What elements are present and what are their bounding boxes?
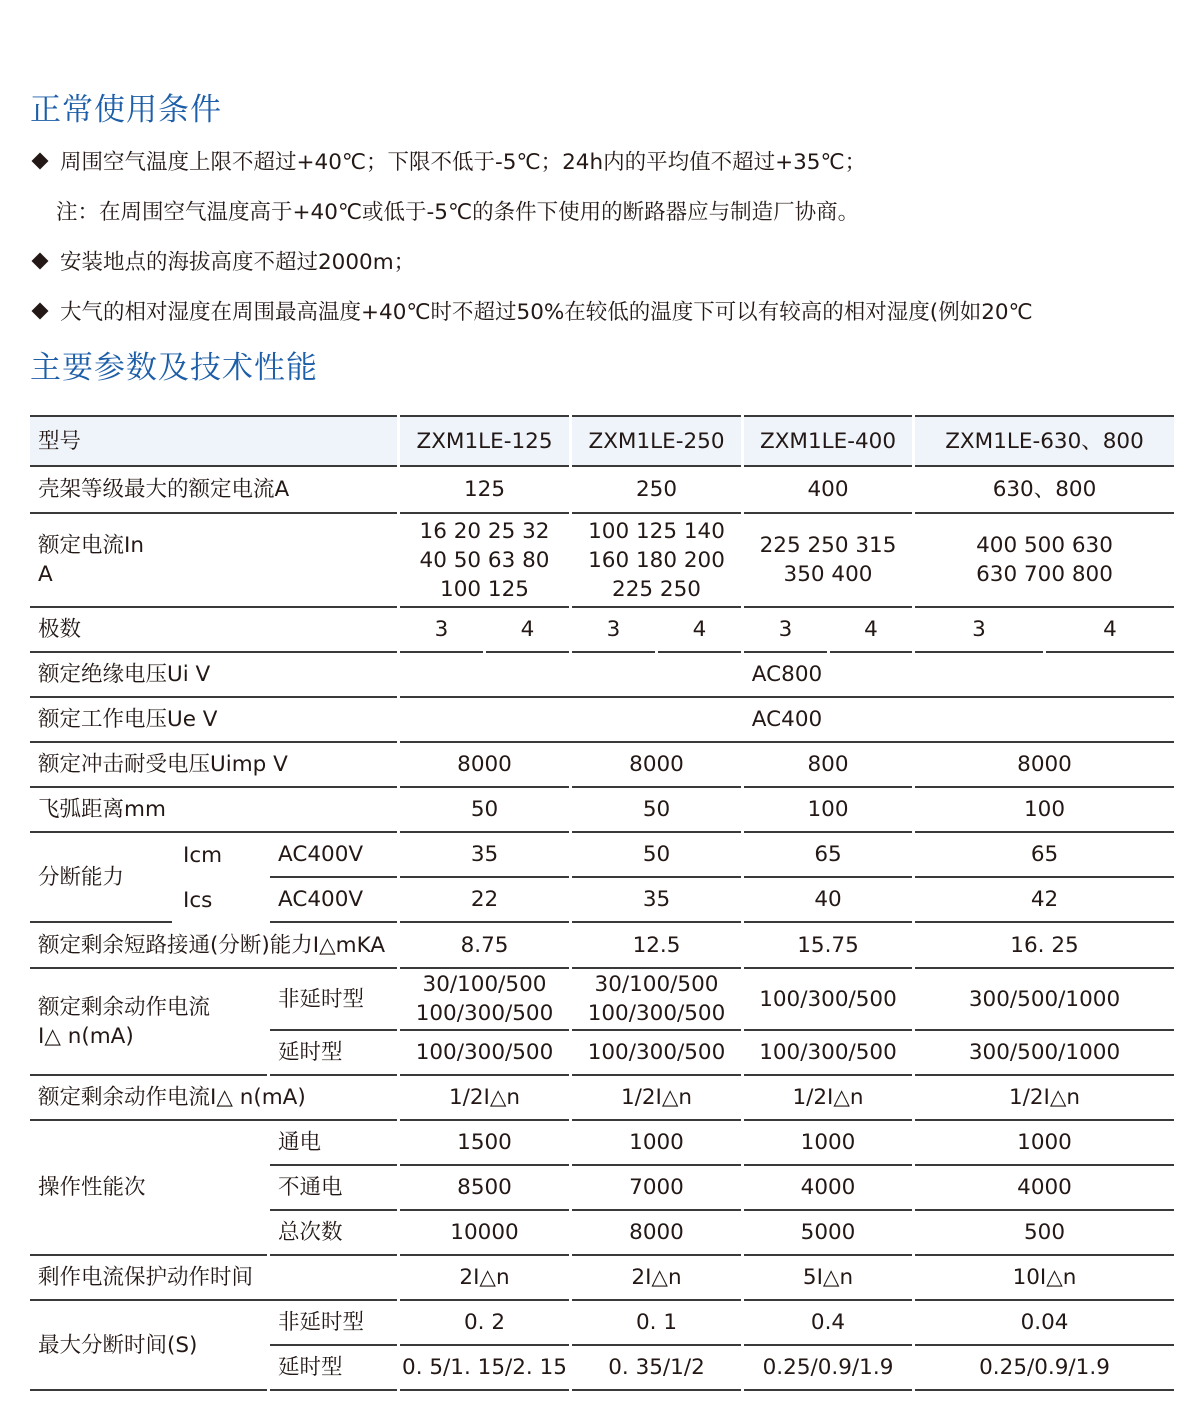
section-title-conditions: 正常使用条件 [30, 92, 222, 128]
table-row [30, 833, 1174, 878]
value-cell: 100/300/500 [744, 969, 912, 1031]
row-label: 额定剩余动作电流I△ n(mA) [30, 1076, 397, 1121]
value-cell: 100/300/500 [572, 1031, 741, 1076]
sub-label: 延时型 [270, 1031, 397, 1076]
value-cell: 250 [572, 467, 741, 514]
value-cell: 100 125 140 160 180 200 225 250 [572, 514, 741, 608]
value-cell: 500 [915, 1211, 1174, 1256]
value-cell: 30/100/500 100/300/500 [400, 969, 569, 1031]
value-cell: 0.25/0.9/1.9 [744, 1346, 912, 1391]
value-cell: 5I△n [744, 1256, 912, 1301]
row-label: 壳架等级最大的额定电流A [30, 467, 397, 514]
value-cell: 2I△n [400, 1256, 569, 1301]
condition-line [30, 145, 866, 176]
value-cell: 30/100/500 100/300/500 [572, 969, 741, 1031]
model-header: ZXM1LE-250 [572, 415, 741, 467]
value-cell: 35 [400, 833, 569, 878]
value-cell: 0. 2 [400, 1301, 569, 1346]
table-row [30, 743, 1174, 788]
table-row [30, 514, 1174, 608]
value-cell: 42 [915, 878, 1174, 923]
condition-text: 周围空气温度上限不超过+40℃；下限不低于-5℃；24h内的平均值不超过+35℃； [60, 150, 867, 175]
condition-line [30, 295, 1033, 326]
value-cell: 100/300/500 [400, 1031, 569, 1076]
parameters-table [27, 415, 1177, 1391]
diamond-bullet-icon [32, 153, 49, 170]
sub-label: Ics [183, 888, 213, 913]
value-cell: 65 [915, 833, 1174, 878]
table-row [30, 1256, 1174, 1301]
pole-cell: 4 [830, 608, 912, 653]
row-label: 额定工作电压Ue V [30, 698, 397, 743]
value-cell: 10I△n [915, 1256, 1174, 1301]
value-cell: 8000 [915, 743, 1174, 788]
value-cell: 1/2I△n [915, 1076, 1174, 1121]
value-cell: 630、800 [915, 467, 1174, 514]
value-cell: 100 [915, 788, 1174, 833]
model-header: ZXM1LE-125 [400, 415, 569, 467]
value-cell: 22 [400, 878, 569, 923]
sub-label: 不通电 [270, 1166, 397, 1211]
row-label: 额定剩余动作电流 I△ n(mA) [30, 969, 267, 1076]
table-header-row [30, 415, 1174, 467]
pole-cell: 4 [658, 608, 741, 653]
value-cell: 400 500 630 630 700 800 [915, 514, 1174, 608]
table-row [30, 788, 1174, 833]
sub-label: 非延时型 [270, 1301, 397, 1346]
value-cell: 8000 [572, 1211, 741, 1256]
header-label: 型号 [30, 415, 397, 467]
condition-line [30, 195, 859, 226]
row-label: 最大分断时间(S) [30, 1301, 267, 1391]
value-cell-span: AC800 [400, 653, 1174, 698]
table-row [30, 969, 1174, 1031]
pole-cell: 4 [486, 608, 569, 653]
table-row [30, 698, 1174, 743]
value-cell: 1000 [744, 1121, 912, 1166]
row-label: 分断能力 [30, 833, 172, 923]
sub-label: AC400V [270, 833, 397, 878]
value-cell: 1/2I△n [572, 1076, 741, 1121]
value-cell: 1/2I△n [400, 1076, 569, 1121]
value-cell: 100/300/500 [744, 1031, 912, 1076]
value-cell: 0. 1 [572, 1301, 741, 1346]
table-row [30, 467, 1174, 514]
value-cell: 10000 [400, 1211, 569, 1256]
diamond-bullet-icon [32, 303, 49, 320]
value-cell: 4000 [744, 1166, 912, 1211]
value-cell: 8000 [572, 743, 741, 788]
pole-cell: 3 [915, 608, 1043, 653]
row-label: 极数 [30, 608, 397, 653]
value-cell-span: AC400 [400, 698, 1174, 743]
table-row [30, 878, 1174, 923]
table-row [30, 1076, 1174, 1121]
value-cell: 50 [572, 788, 741, 833]
table-row [30, 923, 1174, 969]
value-cell: 65 [744, 833, 912, 878]
sub-label: AC400V [270, 878, 397, 923]
sub-label: 通电 [270, 1121, 397, 1166]
value-cell: 0. 35/1/2 [572, 1346, 741, 1391]
value-cell: 125 [400, 467, 569, 514]
sub-label: 非延时型 [270, 969, 397, 1031]
row-label: 飞弧距离mm [30, 788, 397, 833]
value-cell: 16 20 25 32 40 50 63 80 100 125 [400, 514, 569, 608]
sub-label: Icm [183, 843, 223, 868]
condition-line [30, 245, 415, 276]
value-cell: 4000 [915, 1166, 1174, 1211]
row-label: 操作性能次 [30, 1121, 267, 1256]
row-label: 剩作电流保护动作时间 [30, 1256, 397, 1301]
sub-label: 延时型 [270, 1346, 397, 1391]
pole-cell: 3 [744, 608, 827, 653]
value-cell: 8000 [400, 743, 569, 788]
table-row [30, 653, 1174, 698]
pole-cell: 3 [572, 608, 655, 653]
value-cell: 800 [744, 743, 912, 788]
value-cell: 5000 [744, 1211, 912, 1256]
pole-cell: 4 [1046, 608, 1174, 653]
value-cell: 16. 25 [915, 923, 1174, 969]
value-cell: 50 [572, 833, 741, 878]
value-cell: 400 [744, 467, 912, 514]
value-cell: 8.75 [400, 923, 569, 969]
value-cell: 1000 [915, 1121, 1174, 1166]
value-cell: 0.4 [744, 1301, 912, 1346]
value-cell: 0.25/0.9/1.9 [915, 1346, 1174, 1391]
value-cell: 300/500/1000 [915, 1031, 1174, 1076]
value-cell: 40 [744, 878, 912, 923]
value-cell: 2I△n [572, 1256, 741, 1301]
value-cell: 300/500/1000 [915, 969, 1174, 1031]
row-label: 额定剩余短路接通(分断)能力I△mKA [30, 923, 397, 969]
value-cell: 100 [744, 788, 912, 833]
model-header: ZXM1LE-400 [744, 415, 912, 467]
value-cell: 0. 5/1. 15/2. 15 [400, 1346, 569, 1391]
value-cell: 35 [572, 878, 741, 923]
pole-cell: 3 [400, 608, 483, 653]
row-label: 额定冲击耐受电压Uimp V [30, 743, 397, 788]
value-cell: 15.75 [744, 923, 912, 969]
value-cell: 7000 [572, 1166, 741, 1211]
value-cell: 1000 [572, 1121, 741, 1166]
section-title-parameters: 主要参数及技术性能 [30, 350, 318, 386]
condition-text: 注：在周围空气温度高于+40℃或低于-5℃的条件下使用的断路器应与制造厂协商。 [56, 200, 860, 225]
table-row [30, 1121, 1174, 1166]
table-row [30, 608, 1174, 653]
condition-text: 安装地点的海拔高度不超过2000m； [60, 250, 416, 275]
table-row [30, 1301, 1174, 1346]
condition-text: 大气的相对湿度在周围最高温度+40℃时不超过50%在较低的温度下可以有较高的相对湿度(例如20℃ [60, 300, 1033, 325]
row-label: 额定绝缘电压Ui V [30, 653, 397, 698]
value-cell: 8500 [400, 1166, 569, 1211]
diamond-bullet-icon [32, 253, 49, 270]
model-header: ZXM1LE-630、800 [915, 415, 1174, 467]
value-cell: 12.5 [572, 923, 741, 969]
value-cell: 0.04 [915, 1301, 1174, 1346]
value-cell: 50 [400, 788, 569, 833]
sub-label: 总次数 [270, 1211, 397, 1256]
row-label: 额定电流In A [30, 514, 397, 608]
value-cell: 1500 [400, 1121, 569, 1166]
value-cell: 1/2I△n [744, 1076, 912, 1121]
value-cell: 225 250 315 350 400 [744, 514, 912, 608]
